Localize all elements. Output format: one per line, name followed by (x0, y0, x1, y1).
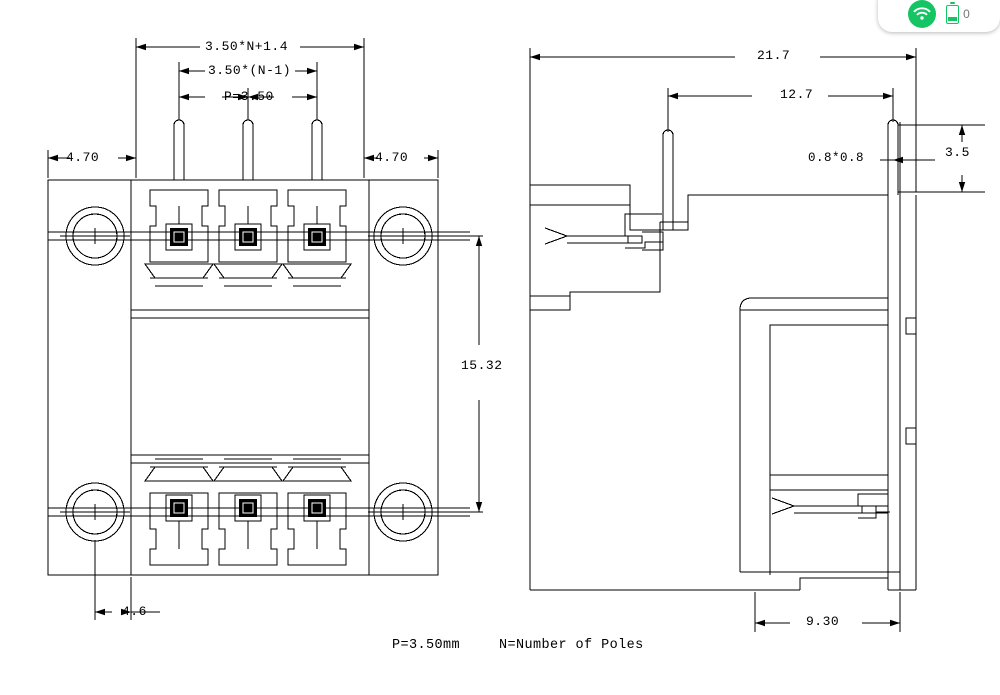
dim-overall-width: 3.50*N+1.4 (205, 39, 289, 54)
battery-indicator (946, 5, 970, 24)
drawing-caption (392, 638, 644, 653)
dim-left-offset: 4.70 (66, 150, 100, 165)
side-view-dimensions (530, 48, 985, 632)
wifi-icon (908, 0, 936, 28)
battery-icon (946, 5, 959, 24)
dim-pin-cross-section: 0.8*0.8 (808, 151, 865, 165)
wifi-glyph (913, 7, 931, 21)
dim-pin-span: 3.50*(N-1) (208, 63, 292, 78)
front-view-dimensions (48, 38, 483, 620)
front-view-geometry (48, 120, 470, 575)
dim-overall-depth: 21.7 (757, 48, 791, 63)
dim-pin-height: 3.5 (945, 145, 970, 160)
battery-level: 0 (963, 7, 970, 21)
dim-vertical-center-distance: 15.32 (461, 358, 503, 373)
side-view-geometry (530, 50, 916, 590)
status-pill (878, 0, 1000, 32)
dim-base-depth: 9.30 (806, 614, 840, 629)
dim-right-offset: 4.70 (375, 150, 409, 165)
dim-pitch: P=3.50 (224, 89, 274, 104)
caption-poles: N=Number of Poles (499, 638, 644, 653)
dim-inner-depth: 12.7 (780, 87, 814, 102)
dim-bottom-offset: 4.6 (122, 604, 147, 619)
caption-pitch: P=3.50mm (392, 638, 461, 653)
